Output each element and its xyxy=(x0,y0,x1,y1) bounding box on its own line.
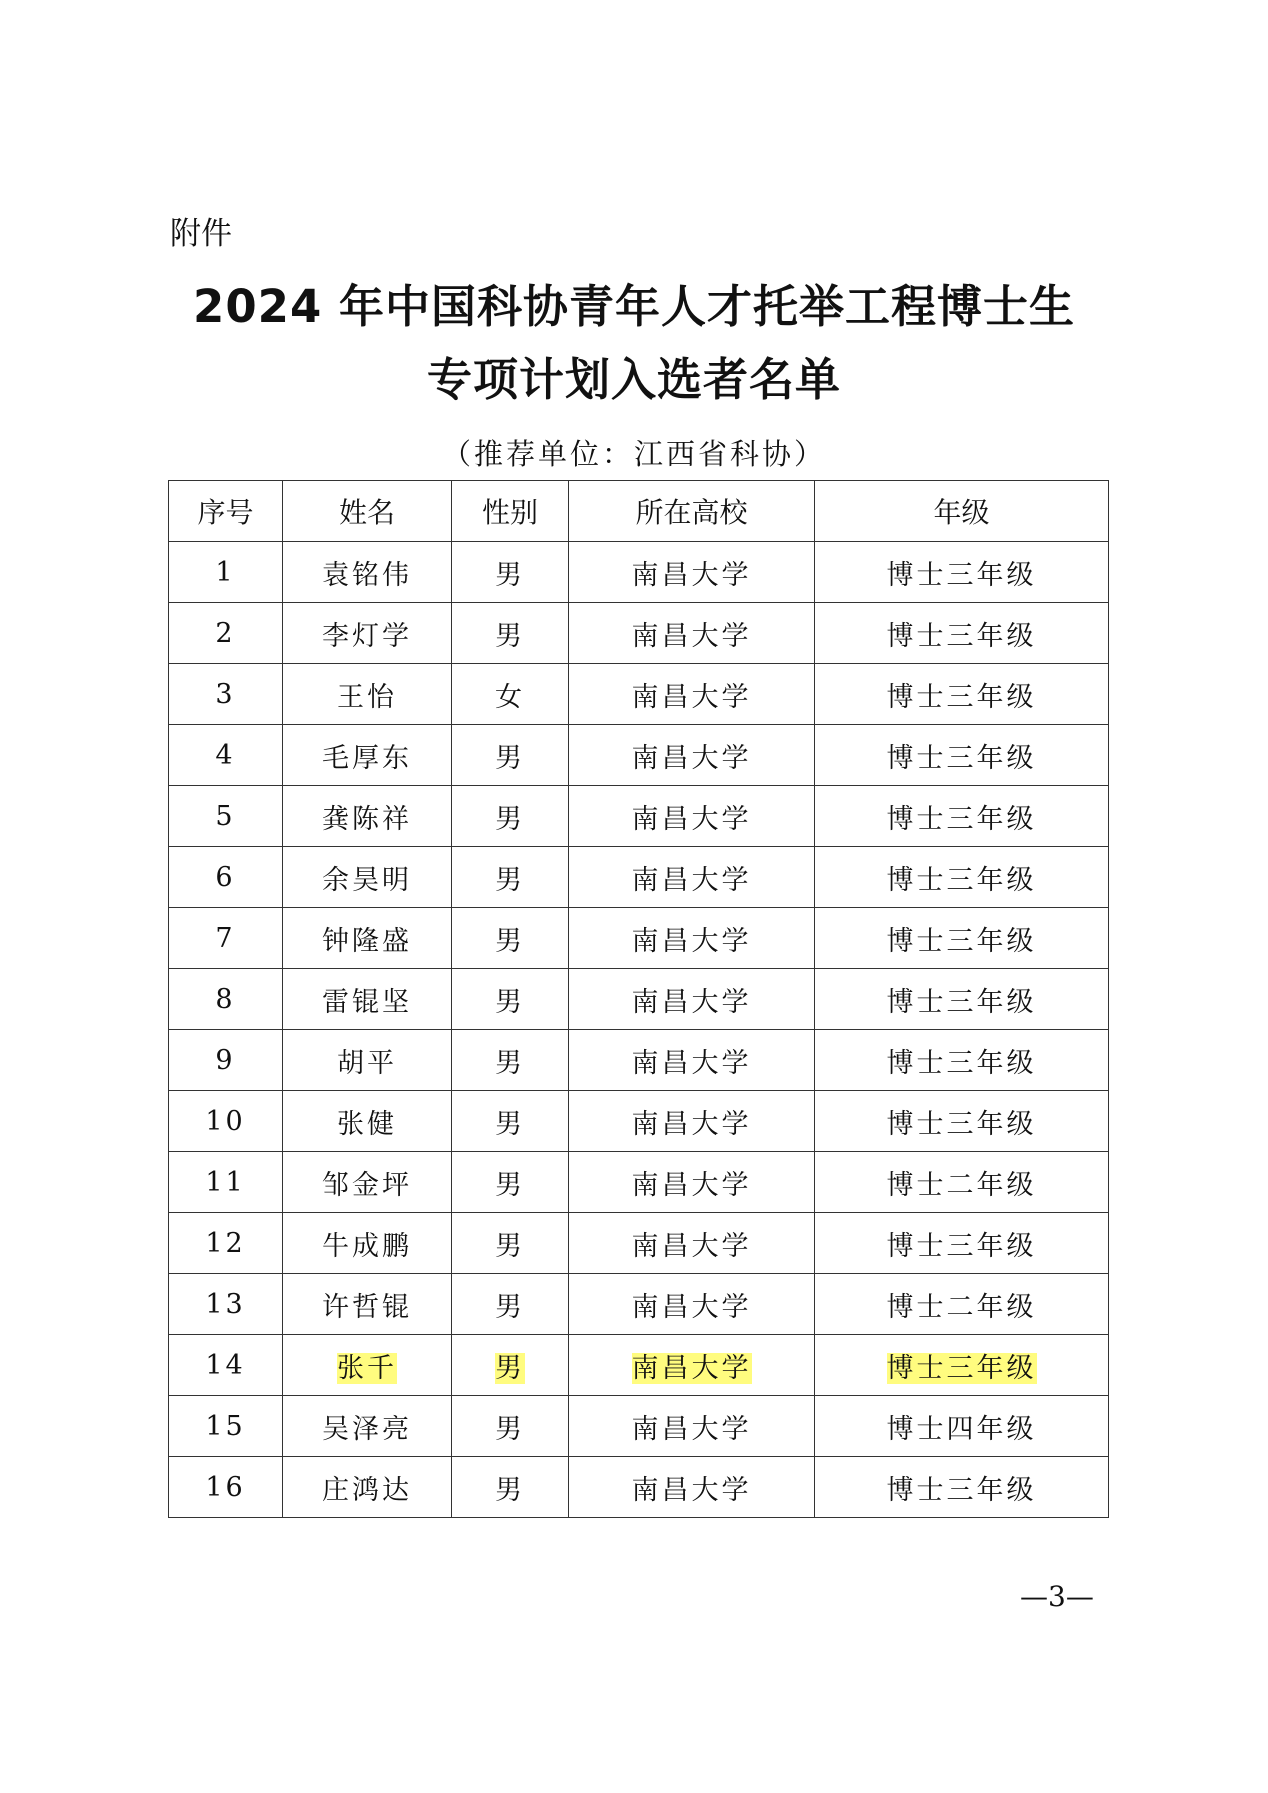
table-header-row xyxy=(169,481,1109,542)
grade-text: 博士三年级 xyxy=(886,742,1037,774)
cell-no xyxy=(169,1457,283,1518)
school-text: 南昌大学 xyxy=(631,803,752,835)
cell-name xyxy=(283,1091,452,1152)
name-text: 胡平 xyxy=(337,1047,397,1079)
cell-grade xyxy=(815,908,1109,969)
cell-school xyxy=(569,1091,815,1152)
gender-text: 女 xyxy=(495,681,525,713)
header-grade: 年级 xyxy=(815,481,1109,542)
cell-school xyxy=(569,1335,815,1396)
name-text: 余昊明 xyxy=(322,864,412,896)
cell-school xyxy=(569,1274,815,1335)
name-text: 王怡 xyxy=(337,681,397,713)
gender-text: 男 xyxy=(495,986,525,1018)
grade-text: 博士三年级 xyxy=(886,620,1037,652)
no-text: 8 xyxy=(215,983,236,1015)
cell-gender xyxy=(452,1457,569,1518)
name-text: 吴泽亮 xyxy=(322,1413,412,1445)
cell-grade xyxy=(815,1213,1109,1274)
cell-grade xyxy=(815,664,1109,725)
school-text: 南昌大学 xyxy=(631,1291,752,1323)
cell-grade xyxy=(815,847,1109,908)
gender-text: 男 xyxy=(495,559,525,591)
table-row xyxy=(169,1091,1109,1152)
school-text: 南昌大学 xyxy=(631,559,752,591)
grade-text: 博士三年级 xyxy=(886,1474,1037,1506)
cell-school xyxy=(569,1457,815,1518)
table-row xyxy=(169,969,1109,1030)
cell-name xyxy=(283,847,452,908)
cell-name xyxy=(283,1274,452,1335)
no-text: 6 xyxy=(215,861,236,893)
cell-name xyxy=(283,786,452,847)
no-text: 5 xyxy=(215,800,236,832)
name-text: 庄鸿达 xyxy=(322,1474,412,1506)
table-row xyxy=(169,1274,1109,1335)
name-text: 钟隆盛 xyxy=(322,925,412,957)
cell-grade xyxy=(815,1030,1109,1091)
cell-name xyxy=(283,1213,452,1274)
cell-gender xyxy=(452,1335,569,1396)
cell-school xyxy=(569,786,815,847)
school-text: 南昌大学 xyxy=(631,1474,752,1506)
cell-gender xyxy=(452,908,569,969)
gender-text: 男 xyxy=(495,1474,525,1506)
gender-text: 男 xyxy=(495,1291,525,1323)
header-school: 所在高校 xyxy=(569,481,815,542)
cell-school xyxy=(569,542,815,603)
cell-school xyxy=(569,725,815,786)
cell-gender xyxy=(452,1274,569,1335)
cell-gender xyxy=(452,847,569,908)
cell-gender xyxy=(452,664,569,725)
gender-text: 男 xyxy=(495,864,525,896)
cell-name xyxy=(283,1152,452,1213)
cell-gender xyxy=(452,542,569,603)
cell-gender xyxy=(452,1396,569,1457)
table-row xyxy=(169,542,1109,603)
name-text: 张千 xyxy=(337,1352,397,1384)
name-text: 张健 xyxy=(337,1108,397,1140)
cell-grade xyxy=(815,1274,1109,1335)
header-gender: 性别 xyxy=(452,481,569,542)
gender-text: 男 xyxy=(495,1230,525,1262)
attachment-label: 附件 xyxy=(170,216,232,252)
table-row xyxy=(169,725,1109,786)
cell-grade xyxy=(815,1396,1109,1457)
no-text: 11 xyxy=(205,1166,246,1198)
name-text: 龚陈祥 xyxy=(322,803,412,835)
cell-gender xyxy=(452,1091,569,1152)
grade-text: 博士三年级 xyxy=(886,1230,1037,1262)
name-text: 袁铭伟 xyxy=(322,559,412,591)
gender-text: 男 xyxy=(495,1169,525,1201)
name-text: 毛厚东 xyxy=(322,742,412,774)
gender-text: 男 xyxy=(495,1413,525,1445)
cell-name xyxy=(283,1396,452,1457)
cell-school xyxy=(569,664,815,725)
header-name: 姓名 xyxy=(283,481,452,542)
cell-no xyxy=(169,1152,283,1213)
table-row xyxy=(169,603,1109,664)
grade-text: 博士四年级 xyxy=(886,1413,1037,1445)
cell-name xyxy=(283,1457,452,1518)
school-text: 南昌大学 xyxy=(631,1413,752,1445)
cell-gender xyxy=(452,603,569,664)
cell-grade xyxy=(815,1091,1109,1152)
cell-no xyxy=(169,542,283,603)
cell-gender xyxy=(452,1030,569,1091)
cell-grade xyxy=(815,969,1109,1030)
cell-no xyxy=(169,908,283,969)
grade-text: 博士三年级 xyxy=(886,986,1037,1018)
name-text: 雷锟坚 xyxy=(322,986,412,1018)
table-row xyxy=(169,1152,1109,1213)
cell-no xyxy=(169,1213,283,1274)
name-text: 邹金坪 xyxy=(322,1169,412,1201)
cell-grade xyxy=(815,1457,1109,1518)
grade-text: 博士三年级 xyxy=(886,1108,1037,1140)
cell-no xyxy=(169,1396,283,1457)
grade-text: 博士二年级 xyxy=(886,1291,1037,1323)
cell-school xyxy=(569,908,815,969)
school-text: 南昌大学 xyxy=(631,742,752,774)
grade-text: 博士二年级 xyxy=(886,1169,1037,1201)
cell-grade xyxy=(815,1335,1109,1396)
cell-grade xyxy=(815,725,1109,786)
document-title-line2: 专项计划入选者名单 xyxy=(426,353,841,406)
cell-grade xyxy=(815,603,1109,664)
grade-text: 博士三年级 xyxy=(886,559,1037,591)
cell-name xyxy=(283,725,452,786)
cell-grade xyxy=(815,786,1109,847)
cell-gender xyxy=(452,969,569,1030)
table-row xyxy=(169,1213,1109,1274)
table-row xyxy=(169,908,1109,969)
grade-text: 博士三年级 xyxy=(886,864,1037,896)
cell-name xyxy=(283,1030,452,1091)
grade-text: 博士三年级 xyxy=(886,803,1037,835)
table-row xyxy=(169,1030,1109,1091)
cell-name xyxy=(283,603,452,664)
name-text: 牛成鹏 xyxy=(322,1230,412,1262)
grade-text: 博士三年级 xyxy=(886,1047,1037,1079)
cell-school xyxy=(569,1030,815,1091)
cell-no xyxy=(169,1335,283,1396)
no-text: 13 xyxy=(205,1288,246,1320)
no-text: 4 xyxy=(215,739,236,771)
no-text: 16 xyxy=(205,1471,246,1503)
cell-no xyxy=(169,725,283,786)
document-title-line1: 2024 年中国科协青年人才托举工程博士生 xyxy=(193,280,1075,333)
no-text: 2 xyxy=(215,617,236,649)
school-text: 南昌大学 xyxy=(631,864,752,896)
cell-no xyxy=(169,1274,283,1335)
cell-gender xyxy=(452,1152,569,1213)
grade-text: 博士三年级 xyxy=(886,925,1037,957)
school-text: 南昌大学 xyxy=(631,620,752,652)
cell-grade xyxy=(815,1152,1109,1213)
cell-gender xyxy=(452,1213,569,1274)
cell-school xyxy=(569,1213,815,1274)
school-text: 南昌大学 xyxy=(631,681,752,713)
name-text: 李灯学 xyxy=(322,620,412,652)
no-text: 10 xyxy=(205,1105,246,1137)
table-row xyxy=(169,1457,1109,1518)
no-text: 15 xyxy=(205,1410,246,1442)
cell-school xyxy=(569,1152,815,1213)
school-text: 南昌大学 xyxy=(631,1108,752,1140)
school-text: 南昌大学 xyxy=(631,1169,752,1201)
recommending-unit: （推荐单位：江西省科协） xyxy=(441,437,826,471)
no-text: 12 xyxy=(205,1227,246,1259)
cell-no xyxy=(169,603,283,664)
grade-text: 博士三年级 xyxy=(886,681,1037,713)
cell-name xyxy=(283,542,452,603)
cell-gender xyxy=(452,725,569,786)
cell-no xyxy=(169,847,283,908)
gender-text: 男 xyxy=(495,1047,525,1079)
header-no: 序号 xyxy=(169,481,283,542)
table-row xyxy=(169,786,1109,847)
cell-no xyxy=(169,1091,283,1152)
cell-name xyxy=(283,908,452,969)
page-number: —3— xyxy=(1020,1580,1094,1613)
gender-text: 男 xyxy=(495,803,525,835)
cell-school xyxy=(569,1396,815,1457)
no-text: 14 xyxy=(205,1349,246,1381)
gender-text: 男 xyxy=(495,1352,525,1384)
cell-grade xyxy=(815,542,1109,603)
cell-name xyxy=(283,664,452,725)
cell-school xyxy=(569,603,815,664)
table-row xyxy=(169,1335,1109,1396)
no-text: 9 xyxy=(215,1044,236,1076)
no-text: 7 xyxy=(215,922,236,954)
table-row xyxy=(169,664,1109,725)
school-text: 南昌大学 xyxy=(631,986,752,1018)
name-text: 许哲锟 xyxy=(322,1291,412,1323)
cell-school xyxy=(569,969,815,1030)
grade-text: 博士三年级 xyxy=(886,1352,1037,1384)
cell-no xyxy=(169,786,283,847)
no-text: 1 xyxy=(215,556,236,588)
cell-school xyxy=(569,847,815,908)
school-text: 南昌大学 xyxy=(631,925,752,957)
no-text: 3 xyxy=(215,678,236,710)
school-text: 南昌大学 xyxy=(631,1047,752,1079)
gender-text: 男 xyxy=(495,620,525,652)
cell-no xyxy=(169,664,283,725)
cell-no xyxy=(169,969,283,1030)
candidates-table xyxy=(168,480,1109,1518)
table-row xyxy=(169,1396,1109,1457)
cell-gender xyxy=(452,786,569,847)
cell-name xyxy=(283,1335,452,1396)
school-text: 南昌大学 xyxy=(631,1230,752,1262)
table-row xyxy=(169,847,1109,908)
gender-text: 男 xyxy=(495,742,525,774)
school-text: 南昌大学 xyxy=(631,1352,752,1384)
gender-text: 男 xyxy=(495,925,525,957)
cell-name xyxy=(283,969,452,1030)
gender-text: 男 xyxy=(495,1108,525,1140)
cell-no xyxy=(169,1030,283,1091)
